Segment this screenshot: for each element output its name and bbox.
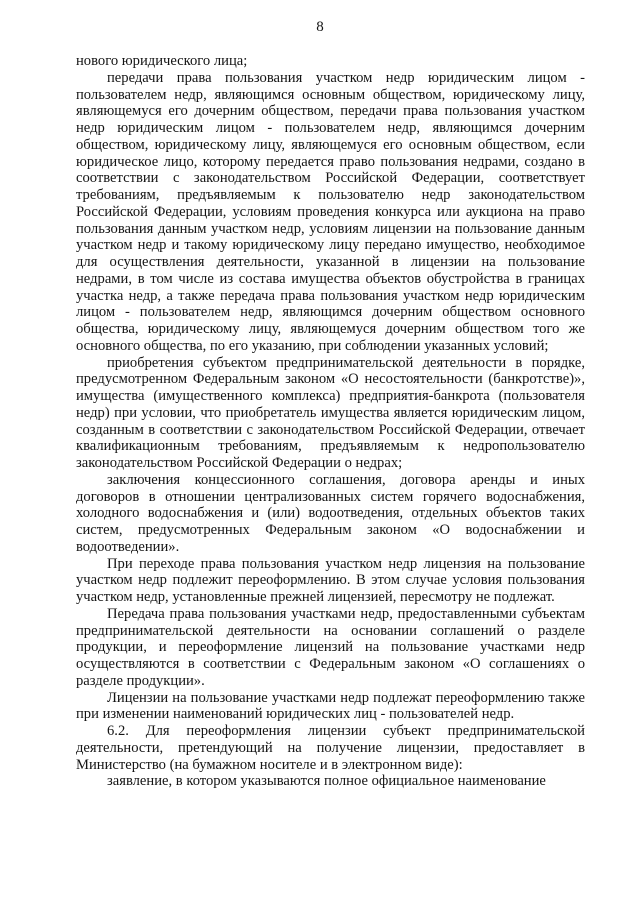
- paragraph-production-sharing: Передача права пользования участками недр, предоставленными субъектам предпринимательской деятельности на основании соглашений о разделе продукции, и переоформление лицензий на пользование участками недр осуществляются в соответствии с Федеральным законом «О соглашениях о разделе продукции».: [76, 605, 585, 689]
- paragraph-name-change: Лицензии на пользование участками недр подлежат переоформлению также при изменении наименований юридических лиц - пользователей недр.: [76, 689, 585, 723]
- paragraph-transfer-between-companies: передачи права пользования участком недр юридическим лицом - пользователем недр, являющимся основным обществом, юридическому лицу, являющемуся его дочерним обществом, передачи права пользования участком недр юридическим лицом - пользователем недр, являющимся дочерним обществом, юридическому лицу, являющемуся его основным обществом, если юридическое лицо, которому передается право пользования недрами, создано в соответствии с законодательством Российской Федерации, соответствует требованиям, предъявляемым к пользователю недр законодательством Российской Федерации, условиям проведения конкурса или аукциона на право пользования данным участком недр, условиям лицензии на пользование данным участком недр и такому юридическому лицу передано имущество, необходимое для осуществления деятельности, указанной в лицензии на пользование недрами, в том числе из состава имущества объектов обустройства в границах участка недр, а также передача права пользования участком недр юридическим лицом - пользователем недр, являющимся дочерним обществом основного общества, юридическому лицу, являющемуся дочерним обществом того же основного общества, по его указанию, при соблюдении указанных условий;: [76, 69, 585, 354]
- paragraph-concession-agreement: заключения концессионного соглашения, договора аренды и иных договоров в отношении централизованных систем горячего водоснабжения, холодного водоснабжения и (или) водоотведения, отдельных объектов таких систем, предусмотренных Федеральным законом «О водоснабжении и водоотведении».: [76, 471, 585, 555]
- paragraph-bankruptcy-acquisition: приобретения субъектом предпринимательской деятельности в порядке, предусмотренном Федеральным законом «О несостоятельности (банкротстве)», имущества (имущественного комплекса) предприятия-банкрота (пользователя недр) при условии, что приобретатель имущества является юридическим лицом, созданным в соответствии с законодательством Российской Федерации, отвечает квалификационным требованиям, предъявляемым к недропользователю законодательством Российской Федерации о недрах;: [76, 354, 585, 471]
- paragraph-continuation: нового юридического лица;: [76, 53, 248, 69]
- paragraph-application: заявление, в котором указываются полное официальное наименование: [107, 773, 546, 790]
- paragraph-section-6-2: 6.2. Для переоформления лицензии субъект предпринимательской деятельности, претендующий на получение лицензии, предоставляет в Министерство (на бумажном носителе и в электронном виде):: [76, 723, 585, 773]
- paragraph-license-reissue: При переходе права пользования участком недр лицензия на пользование участком недр подлежит переоформлению. В этом случае условия пользования участком недр, установленные прежней лицензией, пересмотру не подлежат.: [76, 555, 585, 605]
- document-body: [76, 53, 585, 790]
- page-number: 8: [316, 19, 324, 35]
